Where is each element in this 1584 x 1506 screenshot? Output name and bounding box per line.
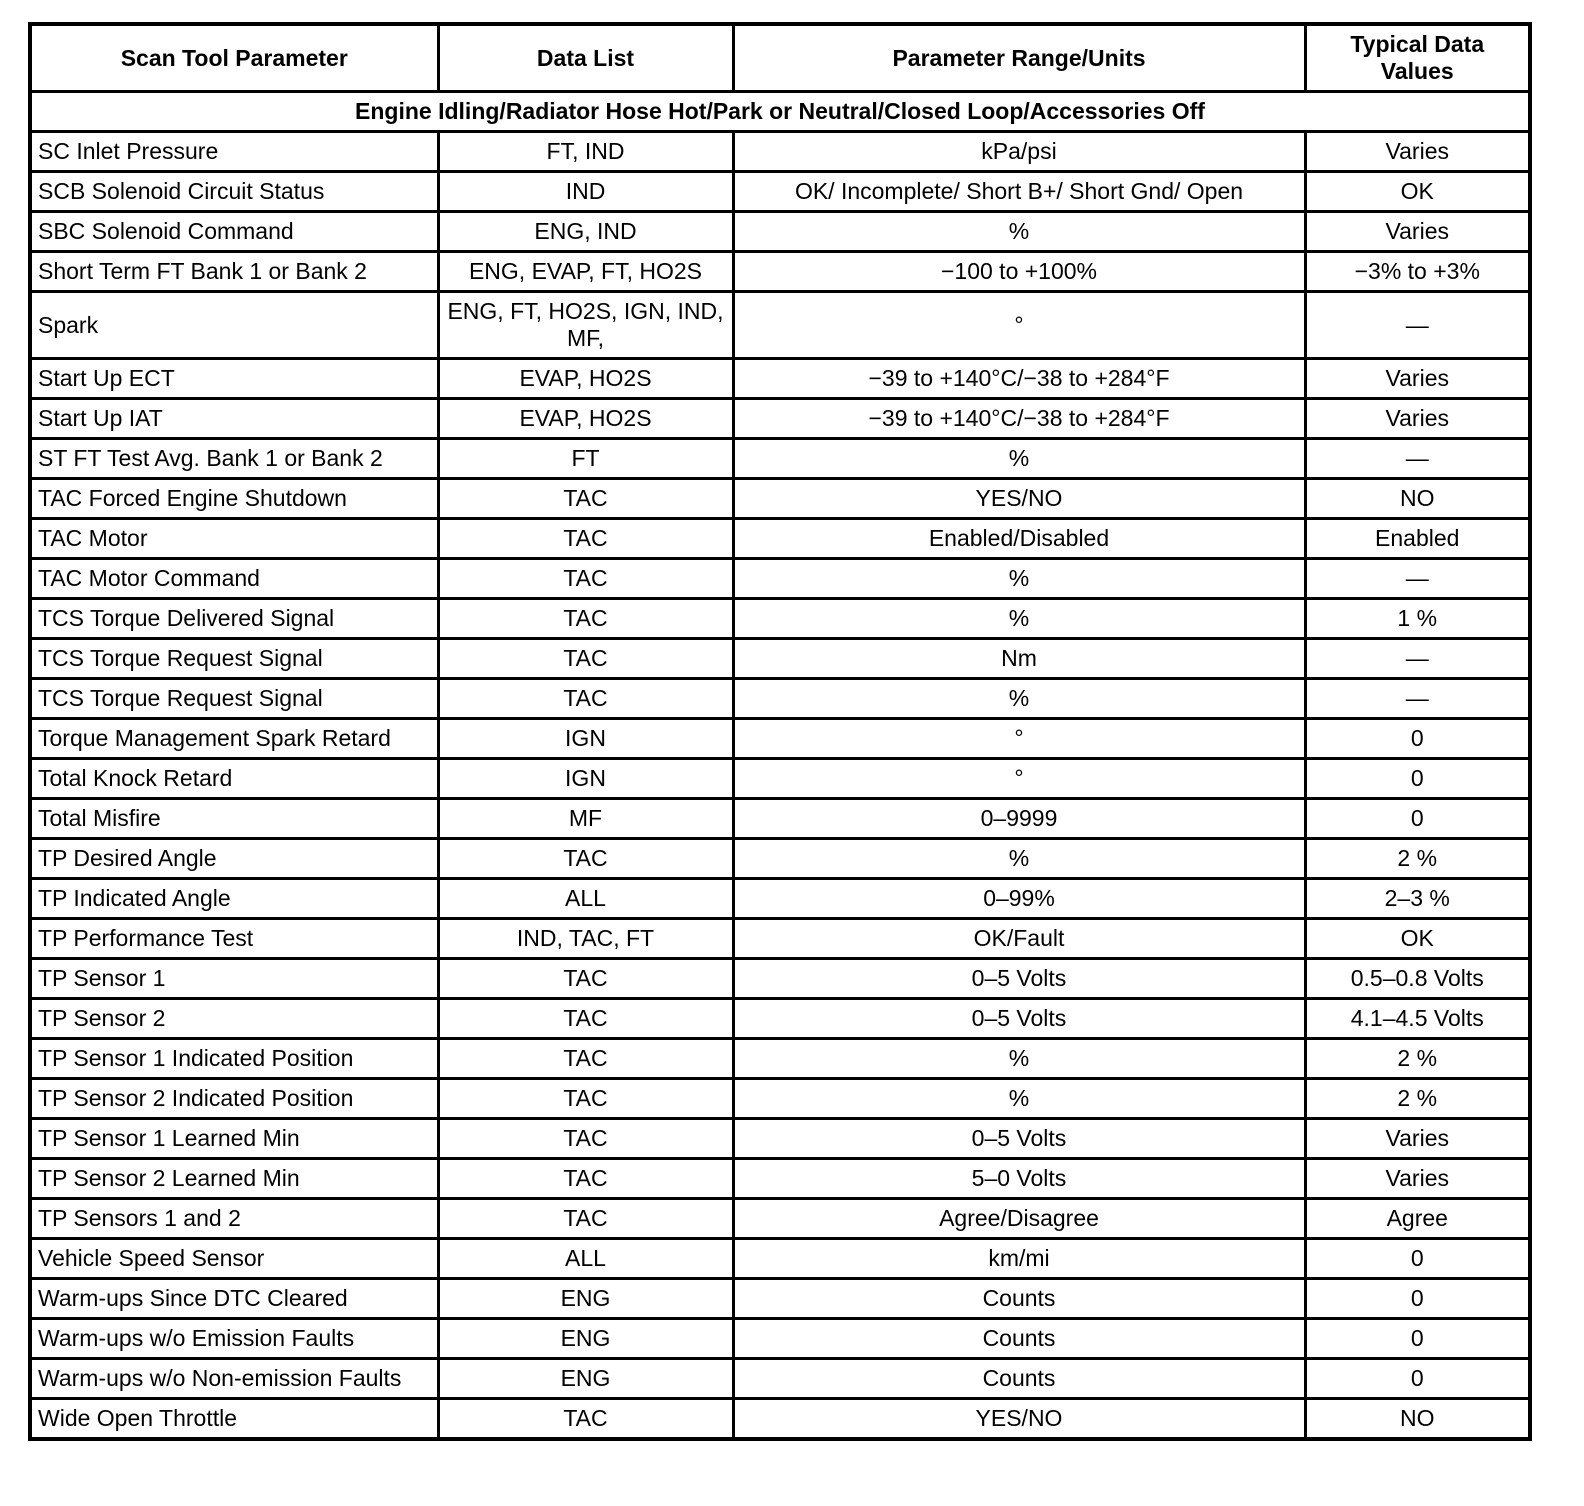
cell-data-list: TAC (438, 679, 733, 719)
cell-range-units: Nm (733, 639, 1305, 679)
cell-range-units: % (733, 599, 1305, 639)
cell-parameter: Warm-ups w/o Emission Faults (30, 1319, 438, 1359)
cell-parameter: TP Indicated Angle (30, 879, 438, 919)
cell-data-list: ENG, FT, HO2S, IGN, IND, MF, (438, 292, 733, 359)
cell-range-units: −100 to +100% (733, 252, 1305, 292)
cell-parameter: Torque Management Spark Retard (30, 719, 438, 759)
cell-typical-value: 2 % (1305, 1039, 1530, 1079)
cell-data-list: TAC (438, 559, 733, 599)
cell-typical-value: 0 (1305, 759, 1530, 799)
cell-parameter: SCB Solenoid Circuit Status (30, 172, 438, 212)
cell-data-list: IGN (438, 719, 733, 759)
cell-typical-value: Varies (1305, 399, 1530, 439)
cell-parameter: TAC Motor Command (30, 559, 438, 599)
header-typical-data-values: Typical Data Values (1305, 24, 1530, 92)
table-row (30, 999, 1530, 1039)
cell-data-list: FT (438, 439, 733, 479)
cell-typical-value: — (1305, 292, 1530, 359)
cell-parameter: TP Sensors 1 and 2 (30, 1199, 438, 1239)
condition-row (30, 92, 1530, 132)
cell-typical-value: — (1305, 559, 1530, 599)
table-row (30, 1399, 1530, 1440)
cell-data-list: TAC (438, 959, 733, 999)
cell-range-units: OK/ Incomplete/ Short B+/ Short Gnd/ Open (733, 172, 1305, 212)
cell-parameter: Total Misfire (30, 799, 438, 839)
table-row (30, 1159, 1530, 1199)
cell-data-list: TAC (438, 839, 733, 879)
cell-parameter: TP Sensor 1 Indicated Position (30, 1039, 438, 1079)
cell-range-units: YES/NO (733, 1399, 1305, 1440)
cell-data-list: ENG, IND (438, 212, 733, 252)
condition-text: Engine Idling/Radiator Hose Hot/Park or Neutral/Closed Loop/Accessories Off (30, 92, 1530, 132)
cell-typical-value: — (1305, 439, 1530, 479)
cell-range-units: 0–5 Volts (733, 959, 1305, 999)
table-row (30, 1079, 1530, 1119)
cell-range-units: ° (733, 759, 1305, 799)
cell-data-list: TAC (438, 1119, 733, 1159)
cell-parameter: TP Desired Angle (30, 839, 438, 879)
table-row (30, 639, 1530, 679)
cell-parameter: Start Up IAT (30, 399, 438, 439)
table-row (30, 519, 1530, 559)
cell-range-units: 0–5 Volts (733, 1119, 1305, 1159)
cell-range-units: Agree/Disagree (733, 1199, 1305, 1239)
cell-typical-value: 0.5–0.8 Volts (1305, 959, 1530, 999)
cell-range-units: −39 to +140°C/−38 to +284°F (733, 399, 1305, 439)
cell-range-units: Counts (733, 1319, 1305, 1359)
cell-typical-value: — (1305, 679, 1530, 719)
cell-range-units: 0–99% (733, 879, 1305, 919)
cell-parameter: ST FT Test Avg. Bank 1 or Bank 2 (30, 439, 438, 479)
cell-typical-value: −3% to +3% (1305, 252, 1530, 292)
cell-range-units: 5–0 Volts (733, 1159, 1305, 1199)
cell-typical-value: Varies (1305, 1159, 1530, 1199)
cell-parameter: TAC Motor (30, 519, 438, 559)
cell-parameter: SBC Solenoid Command (30, 212, 438, 252)
cell-typical-value: 0 (1305, 1359, 1530, 1399)
cell-data-list: ENG, EVAP, FT, HO2S (438, 252, 733, 292)
cell-typical-value: Enabled (1305, 519, 1530, 559)
cell-typical-value: 0 (1305, 1319, 1530, 1359)
cell-range-units: km/mi (733, 1239, 1305, 1279)
cell-typical-value: 4.1–4.5 Volts (1305, 999, 1530, 1039)
table-row (30, 172, 1530, 212)
table-row (30, 599, 1530, 639)
cell-data-list: TAC (438, 1199, 733, 1239)
cell-typical-value: 0 (1305, 1279, 1530, 1319)
cell-data-list: IND, TAC, FT (438, 919, 733, 959)
cell-parameter: Warm-ups Since DTC Cleared (30, 1279, 438, 1319)
cell-data-list: TAC (438, 479, 733, 519)
cell-data-list: TAC (438, 639, 733, 679)
cell-range-units: % (733, 212, 1305, 252)
cell-range-units: Counts (733, 1359, 1305, 1399)
header-scan-tool-parameter: Scan Tool Parameter (30, 24, 438, 92)
table-row (30, 559, 1530, 599)
scan-tool-data-table (28, 22, 1532, 1441)
cell-typical-value: Varies (1305, 1119, 1530, 1159)
table-row (30, 679, 1530, 719)
cell-data-list: IND (438, 172, 733, 212)
cell-data-list: TAC (438, 999, 733, 1039)
cell-data-list: TAC (438, 1399, 733, 1440)
cell-typical-value: 2–3 % (1305, 879, 1530, 919)
cell-typical-value: 0 (1305, 1239, 1530, 1279)
cell-parameter: Wide Open Throttle (30, 1399, 438, 1440)
cell-range-units: % (733, 439, 1305, 479)
table-row (30, 839, 1530, 879)
cell-parameter: SC Inlet Pressure (30, 132, 438, 172)
table-row (30, 1039, 1530, 1079)
header-data-list: Data List (438, 24, 733, 92)
table-row (30, 1319, 1530, 1359)
table-row (30, 879, 1530, 919)
scan-tool-data-table-container (28, 22, 1528, 1441)
cell-parameter: TP Performance Test (30, 919, 438, 959)
cell-data-list: FT, IND (438, 132, 733, 172)
cell-parameter: TP Sensor 2 Learned Min (30, 1159, 438, 1199)
cell-typical-value: Agree (1305, 1199, 1530, 1239)
cell-typical-value: Varies (1305, 132, 1530, 172)
cell-parameter: TCS Torque Request Signal (30, 679, 438, 719)
header-row (30, 24, 1530, 92)
table-row (30, 1239, 1530, 1279)
cell-typical-value: OK (1305, 172, 1530, 212)
cell-parameter: Start Up ECT (30, 359, 438, 399)
table-row (30, 1199, 1530, 1239)
cell-data-list: ENG (438, 1319, 733, 1359)
cell-range-units: kPa/psi (733, 132, 1305, 172)
cell-parameter: TP Sensor 2 Indicated Position (30, 1079, 438, 1119)
cell-data-list: ALL (438, 879, 733, 919)
table-row (30, 759, 1530, 799)
table-row (30, 252, 1530, 292)
cell-parameter: TP Sensor 1 Learned Min (30, 1119, 438, 1159)
header-parameter-range-units: Parameter Range/Units (733, 24, 1305, 92)
cell-data-list: MF (438, 799, 733, 839)
cell-typical-value: Varies (1305, 212, 1530, 252)
cell-typical-value: OK (1305, 919, 1530, 959)
cell-range-units: Counts (733, 1279, 1305, 1319)
cell-range-units: % (733, 839, 1305, 879)
table-row (30, 399, 1530, 439)
cell-parameter: TCS Torque Delivered Signal (30, 599, 438, 639)
cell-data-list: TAC (438, 519, 733, 559)
table-row (30, 359, 1530, 399)
cell-parameter: TCS Torque Request Signal (30, 639, 438, 679)
table-row (30, 132, 1530, 172)
cell-data-list: TAC (438, 1159, 733, 1199)
cell-parameter: Vehicle Speed Sensor (30, 1239, 438, 1279)
cell-range-units: % (733, 1079, 1305, 1119)
cell-parameter: Short Term FT Bank 1 or Bank 2 (30, 252, 438, 292)
cell-data-list: EVAP, HO2S (438, 359, 733, 399)
table-row (30, 959, 1530, 999)
table-row (30, 799, 1530, 839)
cell-typical-value: 1 % (1305, 599, 1530, 639)
cell-range-units: −39 to +140°C/−38 to +284°F (733, 359, 1305, 399)
cell-typical-value: NO (1305, 479, 1530, 519)
cell-parameter: Warm-ups w/o Non-emission Faults (30, 1359, 438, 1399)
table-row (30, 719, 1530, 759)
cell-range-units: 0–5 Volts (733, 999, 1305, 1039)
cell-parameter: Total Knock Retard (30, 759, 438, 799)
cell-data-list: TAC (438, 599, 733, 639)
cell-range-units: % (733, 679, 1305, 719)
cell-parameter: TAC Forced Engine Shutdown (30, 479, 438, 519)
cell-data-list: TAC (438, 1039, 733, 1079)
table-row (30, 439, 1530, 479)
cell-typical-value: 2 % (1305, 839, 1530, 879)
cell-data-list: TAC (438, 1079, 733, 1119)
cell-range-units: 0–9999 (733, 799, 1305, 839)
cell-typical-value: NO (1305, 1399, 1530, 1440)
cell-range-units: % (733, 559, 1305, 599)
cell-typical-value: 0 (1305, 799, 1530, 839)
cell-typical-value: 2 % (1305, 1079, 1530, 1119)
table-row (30, 479, 1530, 519)
table-row (30, 1119, 1530, 1159)
cell-range-units: ° (733, 719, 1305, 759)
table-row (30, 212, 1530, 252)
cell-data-list: ENG (438, 1279, 733, 1319)
cell-parameter: TP Sensor 2 (30, 999, 438, 1039)
cell-range-units: Enabled/Disabled (733, 519, 1305, 559)
cell-range-units: ° (733, 292, 1305, 359)
table-row (30, 1359, 1530, 1399)
table-row (30, 292, 1530, 359)
cell-range-units: YES/NO (733, 479, 1305, 519)
cell-typical-value: 0 (1305, 719, 1530, 759)
cell-data-list: IGN (438, 759, 733, 799)
cell-data-list: ENG (438, 1359, 733, 1399)
cell-range-units: % (733, 1039, 1305, 1079)
cell-data-list: ALL (438, 1239, 733, 1279)
cell-range-units: OK/Fault (733, 919, 1305, 959)
cell-data-list: EVAP, HO2S (438, 399, 733, 439)
cell-typical-value: — (1305, 639, 1530, 679)
table-row (30, 919, 1530, 959)
table-row (30, 1279, 1530, 1319)
cell-parameter: TP Sensor 1 (30, 959, 438, 999)
cell-parameter: Spark (30, 292, 438, 359)
cell-typical-value: Varies (1305, 359, 1530, 399)
